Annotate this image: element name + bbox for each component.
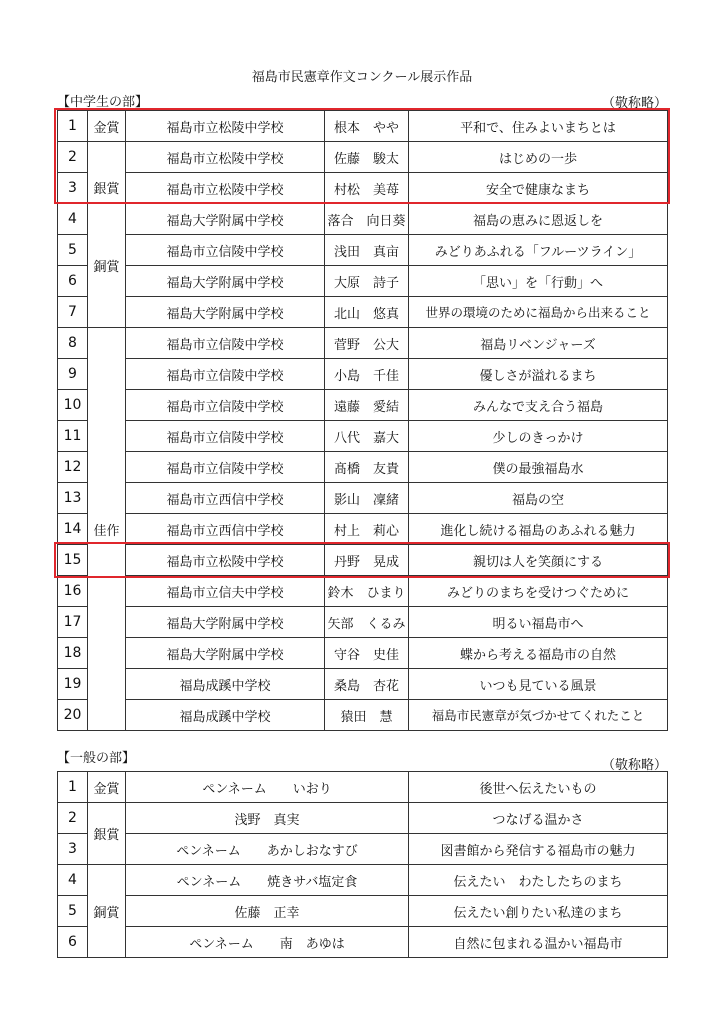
student-name: 猿田 慧 bbox=[325, 700, 409, 731]
school-name: 福島成蹊中学校 bbox=[126, 700, 325, 731]
table-row bbox=[58, 359, 668, 390]
school-name: 福島市立信陵中学校 bbox=[126, 421, 325, 452]
student-name: 鈴木 ひまり bbox=[325, 576, 409, 607]
school-name: 福島市立信陵中学校 bbox=[126, 235, 325, 266]
student-name: 佐藤 駿太 bbox=[325, 142, 409, 173]
row-number: 3 bbox=[58, 173, 88, 204]
school-name: 福島市立信陵中学校 bbox=[126, 452, 325, 483]
school-name: 福島大学附属中学校 bbox=[126, 638, 325, 669]
award-silver: 銀賞 bbox=[88, 803, 126, 865]
student-name: 守谷 史佳 bbox=[325, 638, 409, 669]
general-section-heading: 【一般の部】 bbox=[57, 751, 136, 766]
student-name: 髙橋 友貴 bbox=[325, 452, 409, 483]
essay-title: 福島の空 bbox=[409, 483, 668, 514]
school-name: 福島市立松陵中学校 bbox=[126, 173, 325, 204]
table-row bbox=[58, 700, 668, 731]
table-row bbox=[58, 483, 668, 514]
essay-title: 福島市民憲章が気づかせてくれたこと bbox=[409, 700, 668, 731]
row-number: 2 bbox=[58, 803, 88, 834]
student-name: 浅田 真亩 bbox=[325, 235, 409, 266]
table-row bbox=[58, 896, 668, 927]
student-name: 村松 美苺 bbox=[325, 173, 409, 204]
essay-title: 伝えたい わたしたちのまち bbox=[409, 865, 668, 896]
row-number: 10 bbox=[58, 390, 88, 421]
table-row bbox=[58, 421, 668, 452]
student-name: 影山 凜緒 bbox=[325, 483, 409, 514]
school-name: 福島大学附属中学校 bbox=[126, 204, 325, 235]
table-row bbox=[58, 142, 668, 173]
row-number: 18 bbox=[58, 638, 88, 669]
school-name: 福島大学附属中学校 bbox=[126, 266, 325, 297]
general-honorific-note: （敬称略） bbox=[602, 758, 668, 773]
essay-title: はじめの一歩 bbox=[409, 142, 668, 173]
essay-title: いつも見ている風景 bbox=[409, 669, 668, 700]
essay-title: 安全で健康なまち bbox=[409, 173, 668, 204]
row-number: 20 bbox=[58, 700, 88, 731]
row-number: 12 bbox=[58, 452, 88, 483]
table-row bbox=[58, 328, 668, 359]
essay-title: 明るい福島市へ bbox=[409, 607, 668, 638]
essay-title: 世界の環境のために福島から出来ること bbox=[409, 297, 668, 328]
table-row bbox=[58, 865, 668, 896]
row-number: 15 bbox=[58, 545, 88, 576]
table-row bbox=[58, 927, 668, 958]
table-row bbox=[58, 669, 668, 700]
table-row bbox=[58, 266, 668, 297]
essay-title: 伝えたい創りたい私達のまち bbox=[409, 896, 668, 927]
student-name: 小島 千佳 bbox=[325, 359, 409, 390]
row-number: 3 bbox=[58, 834, 88, 865]
table-row bbox=[58, 111, 668, 142]
essay-title: 僕の最強福島水 bbox=[409, 452, 668, 483]
essay-title: 図書館から発信する福島市の魅力 bbox=[409, 834, 668, 865]
school-name: 福島市立信陵中学校 bbox=[126, 390, 325, 421]
table-row bbox=[58, 390, 668, 421]
school-name: 福島市立西信中学校 bbox=[126, 514, 325, 545]
table-row bbox=[58, 834, 668, 865]
author-name: 佐藤 正幸 bbox=[126, 896, 409, 927]
student-name: 北山 悠真 bbox=[325, 297, 409, 328]
essay-title: 福島リベンジャーズ bbox=[409, 328, 668, 359]
junior-honorific-note: （敬称略） bbox=[602, 96, 668, 111]
student-name: 根本 やや bbox=[325, 111, 409, 142]
award-gold: 金賞 bbox=[88, 772, 126, 803]
award-silver: 銀賞 bbox=[88, 142, 126, 204]
school-name: 福島成蹊中学校 bbox=[126, 669, 325, 700]
school-name: 福島市立信陵中学校 bbox=[126, 359, 325, 390]
row-number: 6 bbox=[58, 266, 88, 297]
row-number: 6 bbox=[58, 927, 88, 958]
award-gold: 金賞 bbox=[88, 111, 126, 142]
student-name: 矢部 くるみ bbox=[325, 607, 409, 638]
essay-title: 優しさが溢れるまち bbox=[409, 359, 668, 390]
school-name: 福島大学附属中学校 bbox=[126, 297, 325, 328]
school-name: 福島市立松陵中学校 bbox=[126, 111, 325, 142]
essay-title: 福島の恵みに恩返しを bbox=[409, 204, 668, 235]
page-title: 福島市民憲章作文コンクール展示作品 bbox=[251, 70, 473, 85]
row-number: 8 bbox=[58, 328, 88, 359]
essay-title: 親切は人を笑顔にする bbox=[409, 545, 668, 576]
general-table bbox=[57, 771, 668, 958]
essay-title: 後世へ伝えたいもの bbox=[409, 772, 668, 803]
student-name: 大原 詩子 bbox=[325, 266, 409, 297]
table-row bbox=[58, 452, 668, 483]
table-row bbox=[58, 803, 668, 834]
table-row bbox=[58, 204, 668, 235]
table-row bbox=[58, 607, 668, 638]
table-row bbox=[58, 514, 668, 545]
school-name: 福島市立信夫中学校 bbox=[126, 576, 325, 607]
essay-title: 平和で、住みよいまちとは bbox=[409, 111, 668, 142]
student-name: 菅野 公大 bbox=[325, 328, 409, 359]
table-row bbox=[58, 235, 668, 266]
row-number: 14 bbox=[58, 514, 88, 545]
student-name: 遠藤 愛結 bbox=[325, 390, 409, 421]
school-name: 福島市立松陵中学校 bbox=[126, 545, 325, 576]
table-row bbox=[58, 545, 668, 576]
row-number: 9 bbox=[58, 359, 88, 390]
row-number: 17 bbox=[58, 607, 88, 638]
essay-title: みどりあふれる「フルーツライン」 bbox=[409, 235, 668, 266]
student-name: 村上 莉心 bbox=[325, 514, 409, 545]
school-name: 福島市立信陵中学校 bbox=[126, 328, 325, 359]
junior-table bbox=[57, 110, 668, 731]
author-name: ペンネーム 焼きサバ塩定食 bbox=[126, 865, 409, 896]
essay-title: みどりのまちを受けつぐために bbox=[409, 576, 668, 607]
row-number: 4 bbox=[58, 865, 88, 896]
table-row bbox=[58, 297, 668, 328]
author-name: ペンネーム いおり bbox=[126, 772, 409, 803]
essay-title: 少しのきっかけ bbox=[409, 421, 668, 452]
row-number: 16 bbox=[58, 576, 88, 607]
award-honorable-mention: 佳作 bbox=[88, 328, 126, 731]
row-number: 19 bbox=[58, 669, 88, 700]
student-name: 丹野 晃成 bbox=[325, 545, 409, 576]
table-row bbox=[58, 576, 668, 607]
row-number: 2 bbox=[58, 142, 88, 173]
author-name: ペンネーム あかしおなすび bbox=[126, 834, 409, 865]
row-number: 11 bbox=[58, 421, 88, 452]
table-row bbox=[58, 173, 668, 204]
essay-title: 進化し続ける福島のあふれる魅力 bbox=[409, 514, 668, 545]
award-bronze: 銅賞 bbox=[88, 865, 126, 958]
table-row bbox=[58, 772, 668, 803]
essay-title: 「思い」を「行動」へ bbox=[409, 266, 668, 297]
author-name: 浅野 真実 bbox=[126, 803, 409, 834]
school-name: 福島市立西信中学校 bbox=[126, 483, 325, 514]
junior-section-heading: 【中学生の部】 bbox=[57, 95, 149, 110]
row-number: 5 bbox=[58, 896, 88, 927]
student-name: 八代 嘉大 bbox=[325, 421, 409, 452]
school-name: 福島大学附属中学校 bbox=[126, 607, 325, 638]
essay-title: つなげる温かさ bbox=[409, 803, 668, 834]
row-number: 13 bbox=[58, 483, 88, 514]
row-number: 7 bbox=[58, 297, 88, 328]
student-name: 桑島 杏花 bbox=[325, 669, 409, 700]
student-name: 落合 向日葵 bbox=[325, 204, 409, 235]
author-name: ペンネーム 南 あゆは bbox=[126, 927, 409, 958]
table-row bbox=[58, 638, 668, 669]
essay-title: 自然に包まれる温かい福島市 bbox=[409, 927, 668, 958]
school-name: 福島市立松陵中学校 bbox=[126, 142, 325, 173]
essay-title: みんなで支え合う福島 bbox=[409, 390, 668, 421]
row-number: 1 bbox=[58, 111, 88, 142]
row-number: 4 bbox=[58, 204, 88, 235]
row-number: 1 bbox=[58, 772, 88, 803]
award-bronze: 銅賞 bbox=[88, 204, 126, 328]
row-number: 5 bbox=[58, 235, 88, 266]
essay-title: 蝶から考える福島市の自然 bbox=[409, 638, 668, 669]
